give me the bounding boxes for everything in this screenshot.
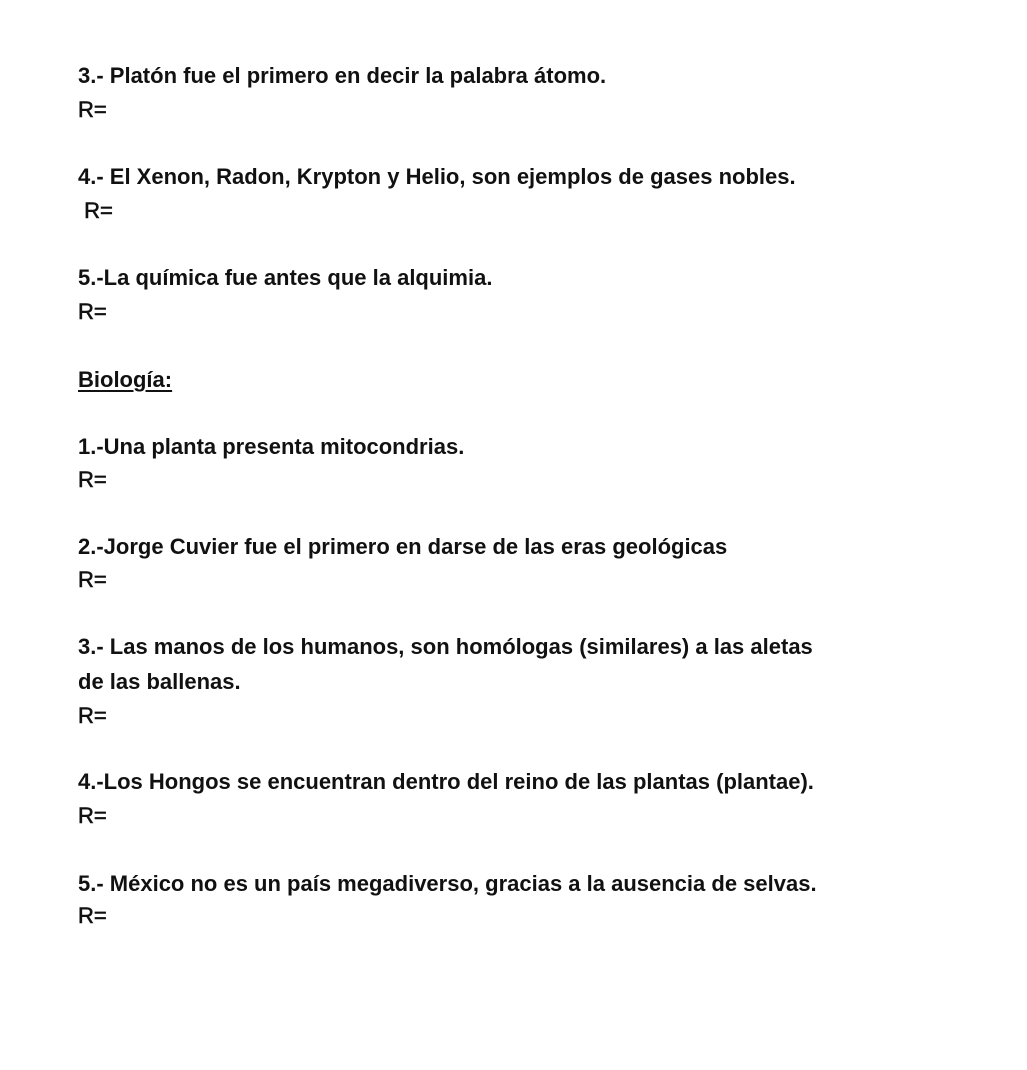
quimica-question-3: 3.- Platón fue el primero en decir la palabra átomo.: [78, 63, 607, 88]
quimica-answer-4: R=: [78, 198, 113, 223]
biologia-heading: Biología:: [78, 367, 173, 392]
quimica-question-4: 4.- El Xenon, Radon, Krypton y Helio, son ejemplos de gases nobles.: [78, 164, 796, 189]
biologia-question-5: 5.- México no es un país megadiverso, gracias a la ausencia de selvas.: [78, 871, 817, 896]
biologia-question-1: 1.-Una planta presenta mitocondrias.: [78, 434, 465, 459]
biologia-question-3-line-2: de las ballenas.: [78, 669, 241, 694]
quimica-answer-3: R=: [78, 97, 107, 122]
biologia-answer-5: R=: [78, 903, 107, 928]
quimica-question-5: 5.-La química fue antes que la alquimia.: [78, 265, 493, 290]
biologia-answer-4: R=: [78, 803, 107, 828]
biologia-answer-1: R=: [78, 467, 107, 492]
biologia-answer-2: R=: [78, 567, 107, 592]
quimica-answer-5: R=: [78, 299, 107, 324]
biologia-question-2: 2.-Jorge Cuvier fue el primero en darse de las eras geológicas: [78, 534, 728, 559]
biologia-answer-3: R=: [78, 703, 107, 728]
biologia-question-3-line-1: 3.- Las manos de los humanos, son homólogas (similares) a las aletas: [78, 634, 813, 659]
biologia-question-4: 4.-Los Hongos se encuentran dentro del reino de las plantas (plantae).: [78, 769, 814, 794]
